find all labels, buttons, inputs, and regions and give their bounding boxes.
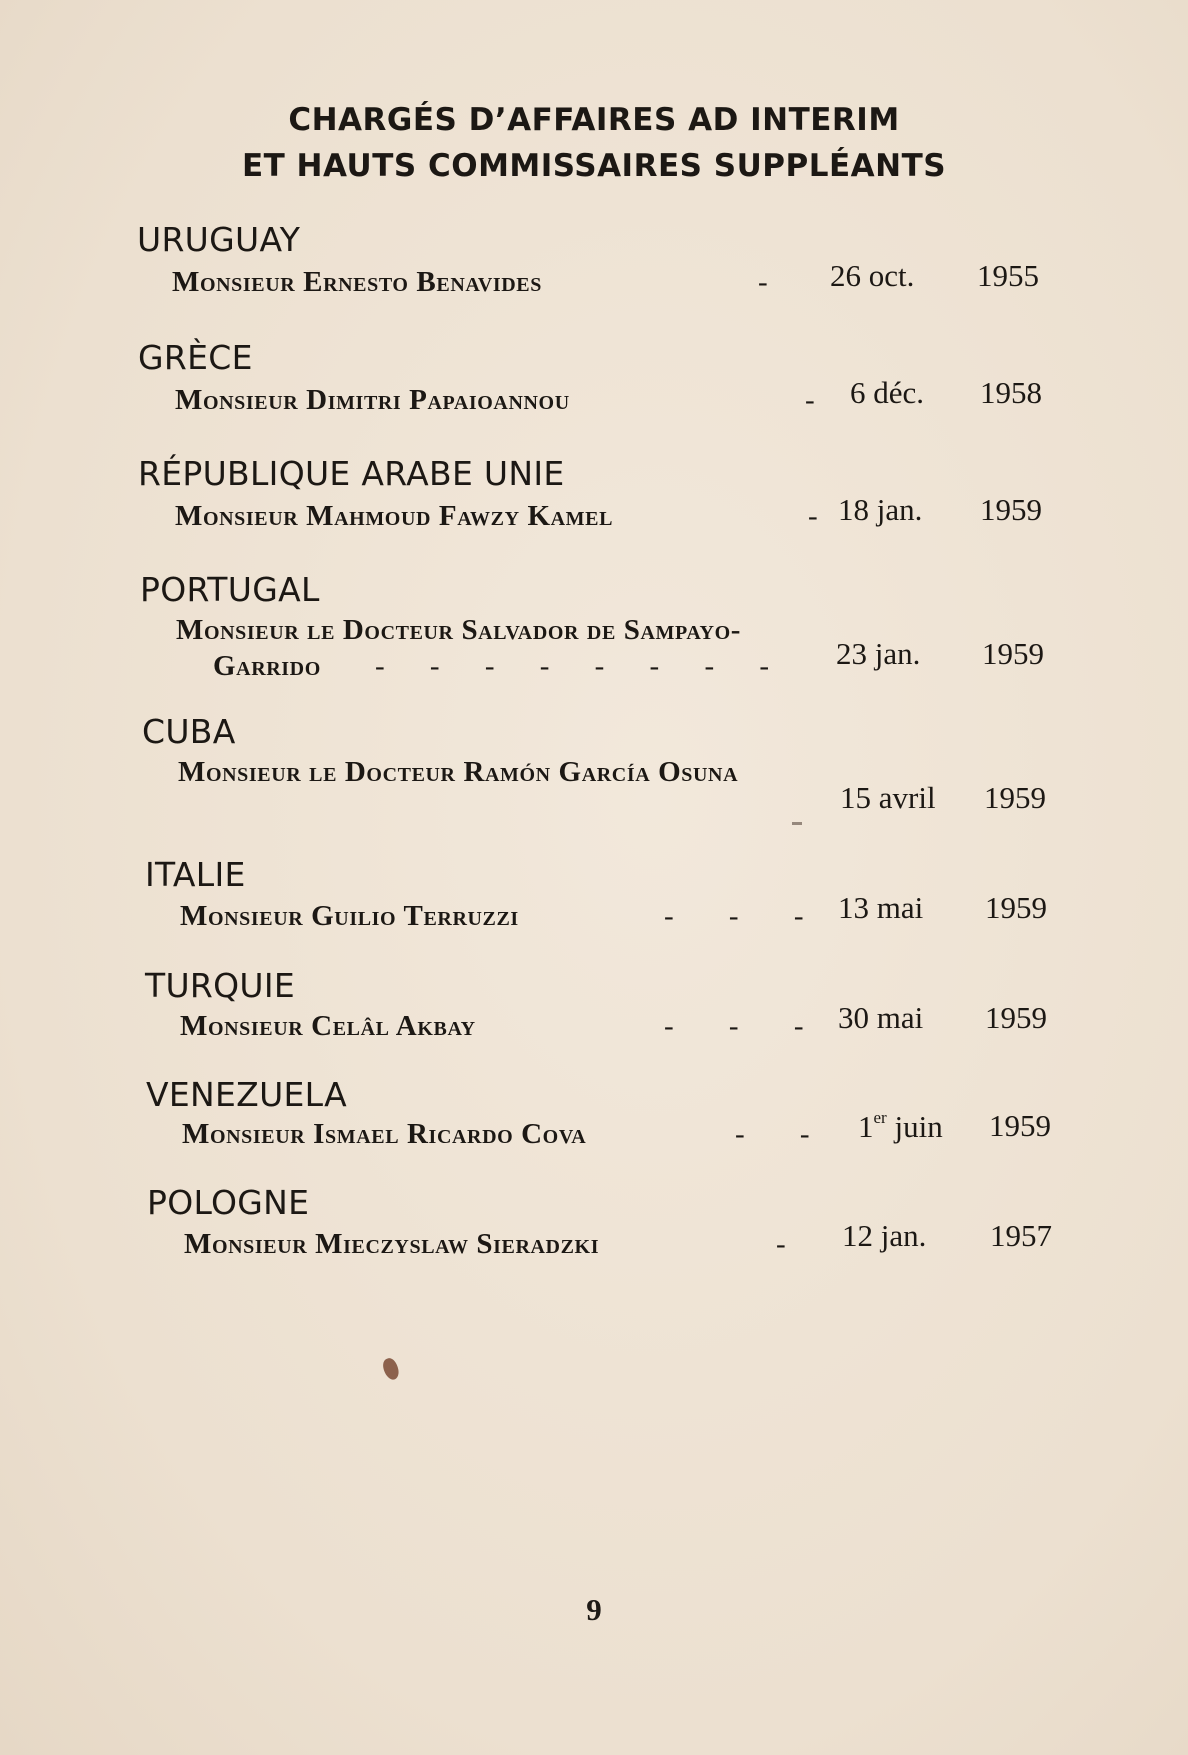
date-day: 1 <box>858 1109 874 1144</box>
entry-date: 26 oct. <box>830 258 915 293</box>
diplomat-name: Monsieur le Docteur Ramón García Osuna <box>178 756 739 788</box>
entry-year: 1959 <box>984 780 1046 815</box>
diplomat-name: Monsieur Celâl Akbay <box>180 1010 476 1042</box>
entry-year: 1959 <box>982 636 1044 671</box>
entry-date: 15 avril <box>840 780 936 815</box>
entry-name-continued <box>213 650 321 683</box>
entry-date: 18 jan. <box>838 492 923 527</box>
entry-year: 1959 <box>989 1108 1051 1143</box>
country-italie: ITALIE <box>145 855 246 894</box>
leader-dash: - - <box>735 1118 810 1150</box>
entry-date: 6 déc. <box>850 375 925 410</box>
country-rau: RÉPUBLIQUE ARABE UNIE <box>138 454 565 493</box>
country-uruguay: URUGUAY <box>137 220 301 259</box>
entry-name <box>182 1118 586 1151</box>
entry-name <box>175 384 570 417</box>
diplomat-name-cont: Garrido <box>213 650 321 682</box>
entry-date: 13 mai <box>838 890 924 925</box>
paper-mark <box>792 822 802 825</box>
paper-stain <box>380 1356 402 1382</box>
show-through-text <box>120 150 1080 1570</box>
entry-date <box>858 1108 943 1145</box>
diplomat-name: Monsieur Ernesto Benavides <box>172 266 542 298</box>
leader-dash: - <box>758 266 768 298</box>
leader-dash: - - - - - - - - <box>375 650 770 682</box>
entry-year: 1955 <box>977 258 1039 293</box>
entry-year: 1957 <box>990 1218 1052 1253</box>
entry-date: 30 mai <box>838 1000 924 1035</box>
entry-name <box>184 1228 599 1261</box>
diplomat-name: Monsieur Ismael Ricardo Cova <box>182 1118 587 1150</box>
leader-dash: - - - <box>664 1010 804 1042</box>
leader-dash: - - - <box>664 900 804 932</box>
country-turquie: TURQUIE <box>145 966 296 1005</box>
entry-name <box>180 1010 476 1043</box>
entry-name <box>176 614 741 647</box>
entry-name <box>180 900 519 933</box>
diplomat-name: Monsieur Mahmoud Fawzy Kamel <box>175 500 614 532</box>
entry-name <box>178 756 738 789</box>
entry-date: 12 jan. <box>842 1218 927 1253</box>
country-portugal: PORTUGAL <box>140 570 320 609</box>
country-cuba: CUBA <box>142 712 236 751</box>
country-grece: GRÈCE <box>138 338 253 377</box>
heading-line-1: CHARGÉS D’AFFAIRES AD INTERIM <box>288 102 900 138</box>
country-pologne: POLOGNE <box>147 1183 310 1222</box>
country-venezuela: VENEZUELA <box>146 1075 347 1114</box>
entry-year: 1958 <box>980 375 1042 410</box>
diplomat-name: Monsieur Dimitri Papaioannou <box>175 384 570 416</box>
entry-name <box>172 266 542 299</box>
diplomat-name: Monsieur Mieczyslaw Sieradzki <box>184 1228 600 1260</box>
date-month: juin <box>894 1109 943 1144</box>
leader-dash: - <box>805 384 815 416</box>
entry-year: 1959 <box>980 492 1042 527</box>
diplomat-name: Monsieur le Docteur Salvador de Sampayo- <box>176 614 741 646</box>
entry-year: 1959 <box>985 1000 1047 1035</box>
entry-name <box>175 500 613 533</box>
diplomat-name: Monsieur Guilio Terruzzi <box>180 900 519 932</box>
heading-line-2: ET HAUTS COMMISSAIRES SUPPLÉANTS <box>241 148 947 184</box>
page-number: 9 <box>586 1592 602 1627</box>
date-superscript: er <box>873 1108 887 1127</box>
leader-dash: - <box>808 500 818 532</box>
leader-dash: - <box>776 1228 786 1260</box>
entry-year: 1959 <box>985 890 1047 925</box>
entry-date: 23 jan. <box>836 636 921 671</box>
